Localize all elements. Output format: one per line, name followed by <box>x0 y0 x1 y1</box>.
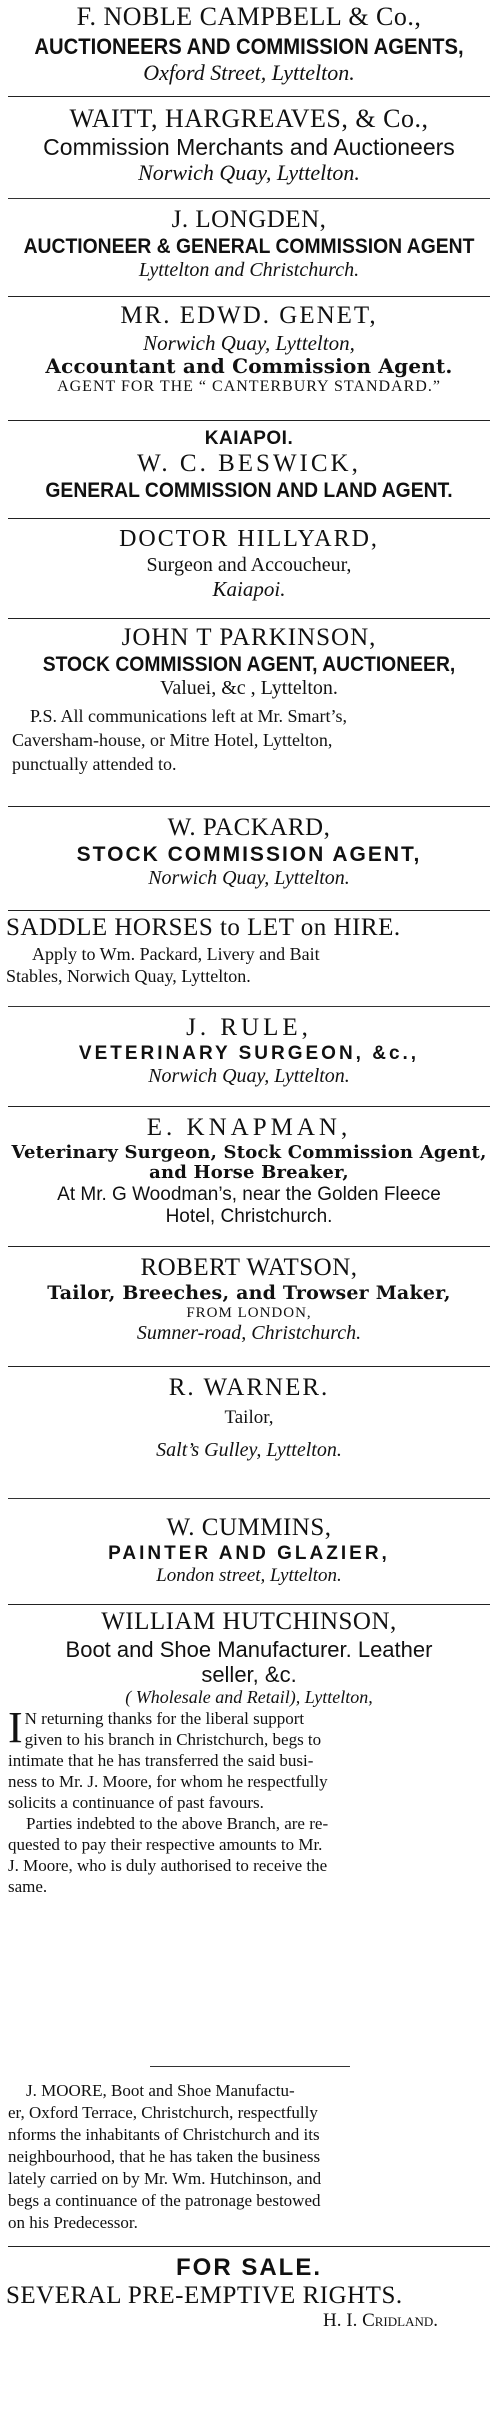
ps-line: punctually attended to. <box>12 753 177 774</box>
ad-genet-address: Norwich Quay, Lyttelton, <box>143 330 355 355</box>
ad-cummins-line1: PAINTER AND GLAZIER, <box>108 1542 390 1564</box>
ad-rule <box>0 1014 498 1088</box>
ad-campbell-name: F. NOBLE CAMPBELL & Co., <box>76 2 422 31</box>
ad-packard-line1: STOCK COMMISSION AGENT, <box>76 842 422 866</box>
drop-cap: I <box>8 1703 23 1753</box>
ad-campbell-address: Oxford Street, Lyttelton. <box>143 60 355 86</box>
ad-hillyard-line1: Surgeon and Accoucheur, <box>146 553 352 576</box>
ad-knapman-name: E. KNAPMAN, <box>146 1114 352 1141</box>
para-line: intimate that he has transferred the said busi- <box>8 1751 314 1771</box>
ad-beswick-place: KAIAPOI. <box>204 428 294 449</box>
ad-for-sale-headline: FOR SALE. <box>175 2254 322 2281</box>
ad-saddle-line: Stables, Norwich Quay, Lyttelton. <box>6 965 251 986</box>
divider-rule <box>8 1106 490 1107</box>
divider-rule <box>8 1246 490 1247</box>
ad-hutchinson-line1: Boot and Shoe Manufacturer. Leather <box>65 1636 433 1662</box>
ad-genet <box>0 302 498 396</box>
divider-rule <box>8 618 490 619</box>
ad-parkinson-ps <box>12 704 486 776</box>
ad-genet-name: MR. EDWD. GENET, <box>120 302 378 329</box>
divider-rule <box>8 1006 490 1007</box>
ad-genet-line2: Accountant and Commission Agent. <box>45 353 453 378</box>
para-line: Parties indebted to the above Branch, are re- <box>26 1814 329 1834</box>
ad-parkinson <box>0 624 498 776</box>
para-line: ness to Mr. J. Moore, for whom he respectfully <box>8 1772 328 1792</box>
ad-for-sale-line1: SEVERAL PRE-EMPTIVE RIGHTS. <box>6 2281 403 2309</box>
ps-line: Caversham-house, or Mitre Hotel, Lyttelton, <box>12 729 333 750</box>
para-line: begs a continuance of the patronage bestowed <box>8 2191 321 2210</box>
ad-hutchinson <box>0 1608 498 1897</box>
ad-packard-address: Norwich Quay, Lyttelton. <box>148 866 350 889</box>
divider-rule <box>8 806 490 807</box>
ad-moore-body <box>8 2080 492 2234</box>
ad-waitt-name: WAITT, HARGREAVES, & Co., <box>69 104 429 133</box>
divider-rule <box>8 96 490 97</box>
para-line: given to his branch in Christchurch, begs to <box>24 1730 322 1750</box>
para-line: J. MOORE, Boot and Shoe Manufactu- <box>26 2081 295 2100</box>
ad-saddle-line: Apply to Wm. Packard, Livery and Bait <box>32 943 320 964</box>
para-line: J. Moore, who is duly authorised to receive the <box>8 1856 328 1876</box>
ad-warner-name: R. WARNER. <box>168 1374 330 1401</box>
ad-waitt-address: Norwich Quay, Lyttelton. <box>138 160 360 186</box>
ps-line: P.S. All communications left at Mr. Smart’s, <box>30 705 347 726</box>
ad-parkinson-name: JOHN T PARKINSON, <box>121 624 377 651</box>
ad-watson-name: ROBERT WATSON, <box>140 1254 358 1281</box>
ad-campbell-line1: AUCTIONEERS AND COMMISSION AGENTS, <box>34 33 464 59</box>
ad-knapman-line3: At Mr. G Woodman’s, near the Golden Fleece <box>57 1184 441 1206</box>
ad-hillyard-name: DOCTOR HILLYARD, <box>119 526 379 552</box>
ad-beswick-line1: GENERAL COMMISSION AND LAND AGENT. <box>45 478 453 502</box>
ad-hutchinson-line2: seller, &c. <box>201 1662 297 1688</box>
ad-cummins-address: London street, Lyttelton. <box>156 1564 342 1586</box>
ad-parkinson-line2: Valuei, &c , Lyttelton. <box>160 676 338 699</box>
para-line: lately carried on by Mr. Wm. Hutchinson, and <box>8 2169 322 2188</box>
ad-hillyard <box>0 526 498 601</box>
ad-longden-name: J. LONGDEN, <box>171 206 327 233</box>
divider-rule <box>8 910 490 911</box>
ad-moore <box>0 2080 498 2234</box>
ad-warner <box>0 1374 498 1462</box>
para-line: N returning thanks for the liberal support <box>24 1709 305 1729</box>
ad-hutchinson-body <box>8 1703 492 1897</box>
divider-rule <box>8 198 490 199</box>
divider-rule <box>8 1366 490 1367</box>
ad-waitt <box>0 104 498 186</box>
ad-hutchinson-name: WILLIAM HUTCHINSON, <box>101 1608 397 1635</box>
divider-rule <box>8 1604 490 1605</box>
divider-rule <box>8 296 490 297</box>
ad-knapman <box>0 1114 498 1228</box>
para-line: neighbourhood, that he has taken the business <box>8 2147 321 2166</box>
ad-beswick <box>0 428 498 503</box>
ad-for-sale-signature: H. I. Cridland. <box>323 2310 438 2332</box>
ad-warner-address: Salt’s Gulley, Lyttelton. <box>156 1438 342 1461</box>
para-line: solicits a continuance of past favours. <box>8 1793 264 1813</box>
ad-packard <box>0 814 498 890</box>
ad-cummins-name: W. CUMMINS, <box>166 1514 332 1541</box>
ad-watson-address: Sumner-road, Christchurch. <box>136 1321 362 1344</box>
ad-packard-name: W. PACKARD, <box>167 814 331 841</box>
ad-for-sale <box>0 2254 498 2332</box>
para-line: quested to pay their respective amounts to Mr. <box>8 1835 323 1855</box>
divider-rule <box>8 2246 490 2247</box>
divider-rule-short <box>150 2066 350 2067</box>
ad-rule-address: Norwich Quay, Lyttelton. <box>148 1064 350 1087</box>
divider-rule <box>8 1498 490 1499</box>
ad-longden-line1: AUCTIONEER & GENERAL COMMISSION AGENT <box>23 234 475 258</box>
para-line: on his Predecessor. <box>8 2213 138 2232</box>
ad-rule-line1: VETERINARY SURGEON, &c., <box>78 1042 420 1064</box>
ad-watson <box>0 1254 498 1345</box>
ad-knapman-line2: and Horse Breaker, <box>149 1162 349 1184</box>
ad-beswick-name: W. C. BESWICK, <box>137 449 361 477</box>
ad-hutchinson-line3: ( Wholesale and Retail), Lyttelton, <box>125 1687 373 1708</box>
ad-watson-line2: FROM LONDON, <box>186 1304 312 1321</box>
ad-saddle-horses <box>6 914 492 987</box>
ad-longden <box>0 206 498 282</box>
ad-cummins <box>0 1514 498 1586</box>
ad-longden-address: Lyttelton and Christchurch. <box>138 258 360 281</box>
divider-rule <box>8 518 490 519</box>
ad-hillyard-place: Kaiapoi. <box>212 576 286 601</box>
ad-rule-name: J. RULE, <box>186 1014 312 1041</box>
para-line: nforms the inhabitants of Christchurch and its <box>8 2125 320 2144</box>
para-line: er, Oxford Terrace, Christchurch, respectfully <box>8 2103 318 2122</box>
para-line: same. <box>8 1877 48 1897</box>
ad-knapman-line1: Veterinary Surgeon, Stock Commission Agent, <box>11 1141 487 1163</box>
ad-waitt-line1: Commission Merchants and Auctioneers <box>43 133 455 160</box>
ad-watson-line1: Tailor, Breeches, and Trowser Maker, <box>47 1281 451 1304</box>
ad-campbell <box>0 2 498 85</box>
ad-parkinson-line1: STOCK COMMISSION AGENT, AUCTIONEER, <box>42 652 456 676</box>
ad-knapman-line4: Hotel, Christchurch. <box>165 1205 333 1227</box>
ad-saddle-headline: SADDLE HORSES to LET on HIRE. <box>6 914 401 941</box>
ad-genet-line3: AGENT FOR THE “ CANTERBURY STANDARD.” <box>57 377 441 395</box>
ad-warner-line1: Tailor, <box>224 1406 274 1428</box>
divider-rule <box>8 420 490 421</box>
